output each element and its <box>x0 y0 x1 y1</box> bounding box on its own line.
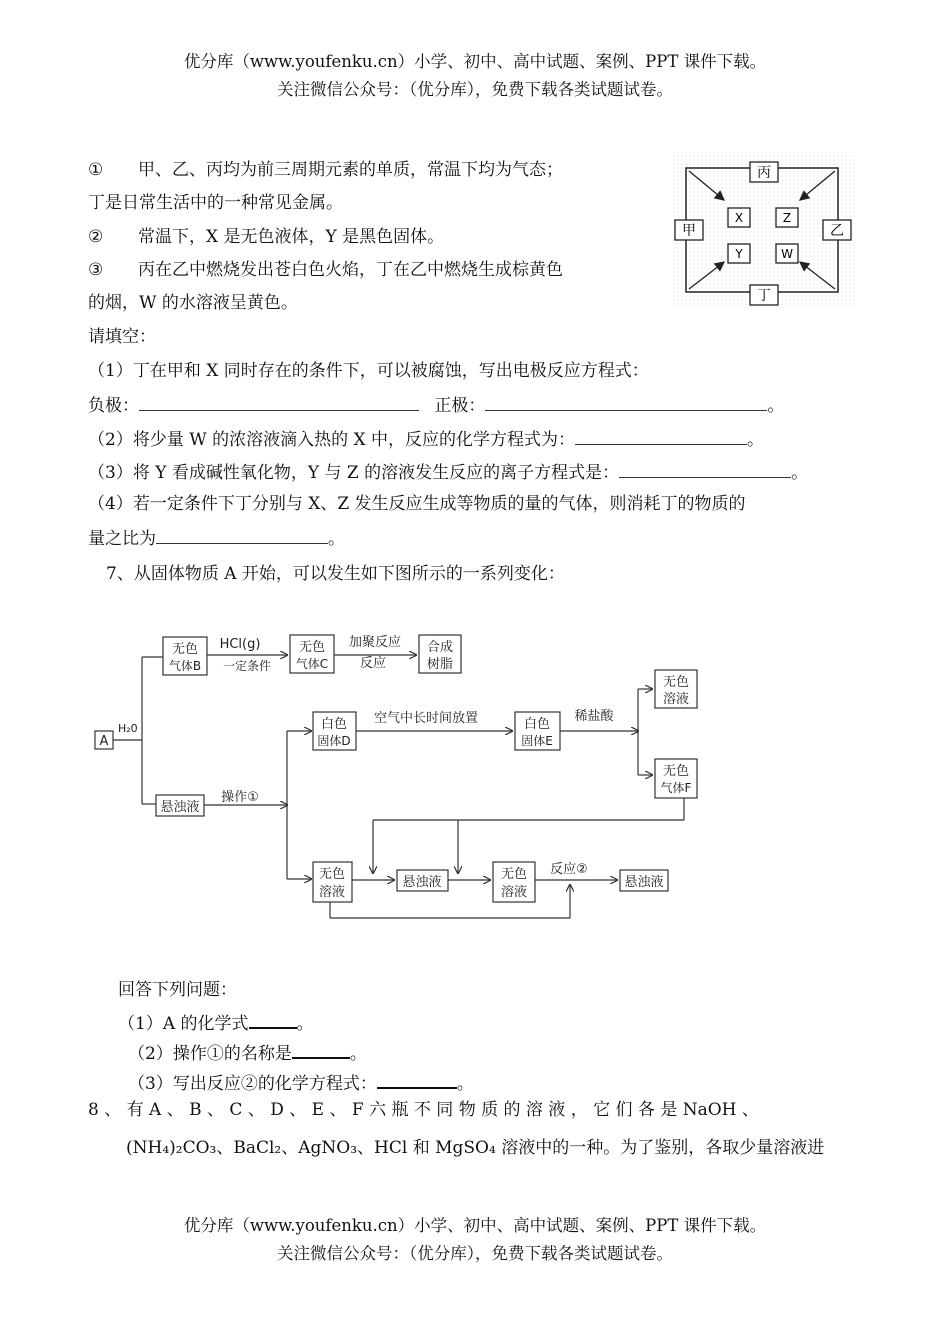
svg-text:气体C: 气体C <box>295 657 329 671</box>
svg-text:气体B: 气体B <box>168 659 202 673</box>
q7-part-2-end-mark: 。 <box>349 1044 367 1064</box>
condition-3-number: ③ <box>88 260 104 280</box>
part-2-answer-blank[interactable] <box>575 426 747 445</box>
part-3-answer-blank[interactable] <box>619 459 791 478</box>
condition-2-text: 常温下，X 是无色液体，Y 是黑色固体。 <box>138 227 445 247</box>
svg-text:悬浊液: 悬浊液 <box>160 800 200 815</box>
svg-text:X: X <box>734 211 744 225</box>
negative-answer-blank[interactable] <box>139 392 419 411</box>
label-condition: 一定条件 <box>222 659 272 673</box>
svg-text:溶液: 溶液 <box>662 692 690 707</box>
question-6-part-1: （1）丁在甲和 X 同时存在的条件下，可以被腐蚀，写出电极反应方程式： <box>88 361 649 381</box>
svg-text:气体F: 气体F <box>660 781 692 795</box>
label-reaction: 反应 <box>359 656 387 671</box>
positive-label: 正极： <box>434 396 486 416</box>
question-7-part-1 <box>118 1009 314 1036</box>
svg-text:固体D: 固体D <box>317 734 351 748</box>
condition-1-number: ① <box>88 160 104 180</box>
question-6-part-3 <box>88 459 808 485</box>
svg-text:无色: 无色 <box>662 764 690 779</box>
svg-text:Z: Z <box>782 211 792 225</box>
label-x <box>728 208 750 227</box>
condition-1-continued: 丁是日常生活中的一种常见金属。 <box>88 193 343 213</box>
element-relation-diagram <box>672 154 854 308</box>
label-reaction-2: 反应② <box>550 862 588 877</box>
q7-part-1-blank[interactable] <box>249 1009 297 1029</box>
question-7-title: 7、从固体物质 A 开始，可以发生如下图所示的一系列变化： <box>106 564 565 584</box>
svg-text:溶液: 溶液 <box>318 885 346 900</box>
node-suspension-2 <box>397 870 448 891</box>
svg-text:无色: 无色 <box>500 867 528 882</box>
node-suspension-3 <box>620 870 668 891</box>
part-3-end-mark: 。 <box>791 463 809 483</box>
part-2-end-mark: 。 <box>747 430 765 450</box>
page-footer-line1: 优分库（www.youfenku.cn）小学、初中、高中试题、案例、PPT 课件下载。 <box>183 1216 767 1235</box>
svg-text:无色: 无色 <box>318 867 346 882</box>
svg-text:白色: 白色 <box>320 717 348 732</box>
question-7-part-2 <box>128 1039 367 1066</box>
label-y <box>728 244 750 263</box>
question-8-line2: (NH₄)₂CO₃、BaCl₂、AgNO₃、HCl 和 MgSO₄ 溶液中的一种。为了鉴别，各取少量溶液进 <box>126 1138 825 1158</box>
label-jia <box>675 220 703 240</box>
svg-text:固体E: 固体E <box>521 734 553 748</box>
condition-3 <box>88 258 563 282</box>
label-yi <box>823 220 851 240</box>
label-w <box>776 244 798 263</box>
part-2-text: （2）将少量 W 的浓溶液滴入热的 X 中，反应的化学方程式为： <box>88 430 576 450</box>
reaction-flowchart <box>0 600 950 940</box>
svg-text:悬浊液: 悬浊液 <box>624 875 664 890</box>
q7-part-2-blank[interactable] <box>292 1039 350 1059</box>
question-8-line1: 8 、 有 A 、 B 、 C 、 D 、 E 、 F 六 瓶 不 同 物 质 的 溶 液 ， 它 们 各 是 NaOH 、 <box>88 1100 759 1120</box>
svg-text:无色: 无色 <box>298 640 326 655</box>
condition-2-number: ② <box>88 227 104 247</box>
node-colorless-solution-2 <box>493 862 535 902</box>
label-hcl-gas: HCl(g) <box>219 637 261 652</box>
svg-text:溶液: 溶液 <box>500 885 528 900</box>
svg-text:悬浊液: 悬浊液 <box>402 875 442 890</box>
svg-text:合成: 合成 <box>426 640 454 655</box>
question-7-part-3 <box>128 1069 474 1096</box>
part-4-end-mark: 。 <box>328 529 345 549</box>
question-6-electrodes <box>88 392 784 418</box>
svg-text:白色: 白色 <box>523 717 551 732</box>
node-solid-e <box>515 712 560 750</box>
node-gas-f <box>655 759 697 798</box>
answer-prompt: 回答下列问题： <box>118 980 237 1000</box>
q7-part-3-text: （3）写出反应②的化学方程式： <box>128 1074 377 1094</box>
page-footer-line2: 关注微信公众号：（优分库），免费下载各类试题试卷。 <box>277 1244 673 1263</box>
label-air-exposure: 空气中长时间放置 <box>373 711 479 726</box>
node-colorless-solution-top <box>655 670 697 708</box>
label-z <box>776 208 798 227</box>
svg-text:甲: 甲 <box>682 223 696 239</box>
label-operation-1: 操作① <box>221 790 259 805</box>
part-3-text: （3）将 Y 看成碱性氧化物，Y 与 Z 的溶液发生反应的离子方程式是： <box>88 463 620 483</box>
q7-part-3-end-mark: 。 <box>456 1074 474 1094</box>
svg-text:W: W <box>781 247 793 261</box>
node-suspension-1 <box>156 795 204 816</box>
condition-1-text: 甲、乙、丙均为前三周期元素的单质，常温下均为气态； <box>138 160 563 180</box>
question-6-part-2 <box>88 426 764 452</box>
condition-3-continued: 的烟，W 的水溶液呈黄色。 <box>88 293 298 313</box>
positive-answer-blank[interactable] <box>485 392 767 411</box>
svg-text:无色: 无色 <box>662 675 690 690</box>
label-h2o: H₂0 <box>118 722 138 735</box>
node-synthetic-resin <box>419 635 461 673</box>
label-dilute-hcl: 稀盐酸 <box>574 709 614 724</box>
part-4-answer-blank[interactable] <box>156 525 328 544</box>
svg-text:树脂: 树脂 <box>426 657 454 672</box>
part-4-cont-text: 量之比为 <box>88 529 156 549</box>
label-ding <box>750 285 778 305</box>
fill-prompt: 请填空： <box>88 327 156 347</box>
node-gas-b <box>163 637 207 675</box>
q7-part-2-text: （2）操作①的名称是 <box>128 1044 292 1064</box>
node-colorless-solution-1 <box>313 862 352 902</box>
electrode-end-mark: 。 <box>767 396 785 416</box>
question-6-part-4: （4）若一定条件下丁分别与 X、Z 发生反应生成等物质的量的气体，则消耗丁的物质的 <box>88 494 746 514</box>
svg-text:Y: Y <box>735 247 743 261</box>
svg-text:丙: 丙 <box>757 165 771 181</box>
node-solid-d <box>313 712 356 750</box>
label-addition-polymerization: 加聚反应 <box>348 635 402 650</box>
svg-text:乙: 乙 <box>830 223 844 239</box>
page-header-line1: 优分库（www.youfenku.cn）小学、初中、高中试题、案例、PPT 课件下载。 <box>183 52 767 71</box>
condition-2 <box>88 225 444 249</box>
svg-text:无色: 无色 <box>171 642 199 657</box>
node-a <box>95 731 113 749</box>
question-6-part-4-continued <box>88 525 345 551</box>
q7-part-3-blank[interactable] <box>377 1069 457 1089</box>
svg-text:A: A <box>99 734 109 749</box>
page-header-line2: 关注微信公众号：（优分库），免费下载各类试题试卷。 <box>277 80 673 99</box>
node-gas-c <box>290 635 334 673</box>
label-bing <box>750 162 778 182</box>
condition-1 <box>88 158 563 182</box>
q7-part-1-end-mark: 。 <box>296 1014 314 1034</box>
negative-label: 负极： <box>88 396 139 416</box>
condition-3-text: 丙在乙中燃烧发出苍白色火焰，丁在乙中燃烧生成棕黄色 <box>138 260 563 280</box>
svg-text:丁: 丁 <box>757 288 771 304</box>
q7-part-1-text: （1）A 的化学式 <box>118 1014 249 1034</box>
